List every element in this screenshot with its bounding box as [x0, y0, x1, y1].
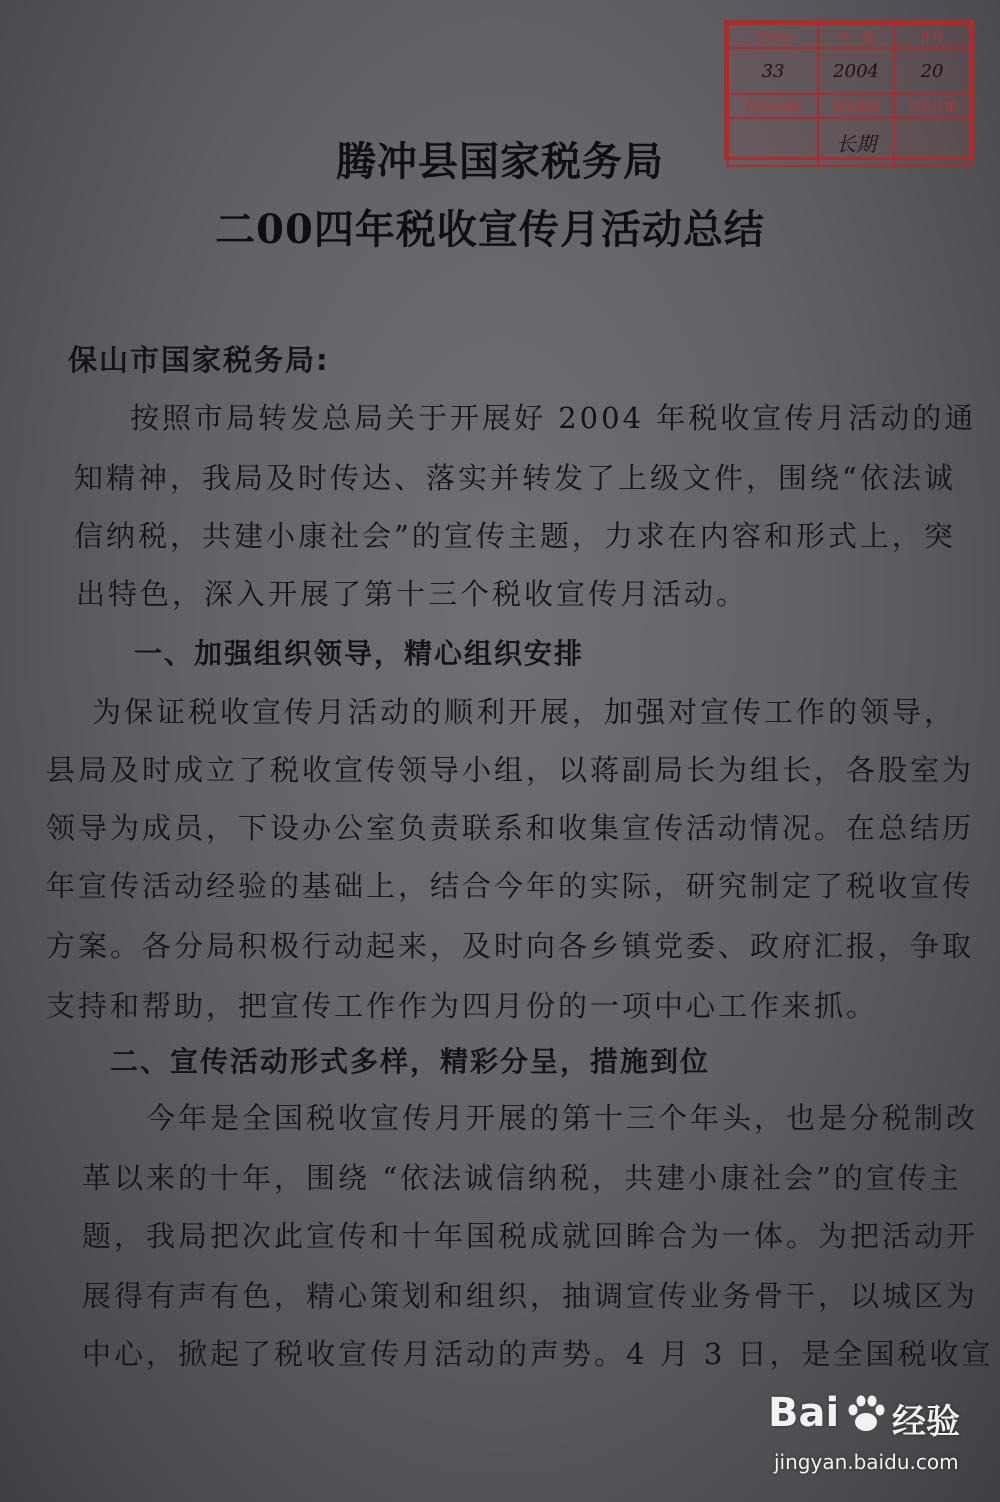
paragraph-line: 方案。各分局积极行动起来，及时向各乡镇党委、政府汇报，争取	[46, 929, 975, 963]
paragraph-line: 领导为成员，下设办公室负责联系和收集宣传活动情况。在总结历	[46, 811, 975, 845]
baidu-watermark	[768, 1390, 968, 1490]
watermark-logo-text: Bai	[768, 1390, 840, 1436]
section-heading-1: 一、加强组织领导，精心组织安排	[134, 637, 585, 670]
paragraph-line: 出特色，深入开展了第十三个税收宣传月活动。	[76, 577, 749, 611]
paragraph-line: 题，我局把次此宣传和十年国税成就回眸合为一体。为把活动开	[82, 1219, 979, 1253]
stamp-header-date: 归档日期	[894, 94, 970, 118]
salutation: 保山市国家税务局:	[68, 343, 330, 377]
stamp-value-item: 20	[894, 48, 970, 94]
paragraph-line: 支持和帮助，把宣传工作作为四月份的一项中心工作来抓。	[46, 989, 879, 1023]
document-subtitle: 二00四年税收宣传月活动总结	[215, 206, 765, 253]
paragraph-line: 年宣传活动经验的基础上，结合今年的实际，研究制定了税收宣传	[46, 869, 975, 903]
paragraph-line: 信纳税，共建小康社会”的宣传主题，力求在内容和形式上，突	[74, 519, 956, 553]
stamp-header-retention: 保管期限	[818, 94, 894, 118]
stamp-value-fonds: 33	[728, 48, 818, 94]
watermark-url: jingyan.baidu.com	[774, 1450, 959, 1474]
watermark-cn-text: 经验	[892, 1402, 960, 1442]
stamp-header-fonds: 全宗号	[728, 24, 818, 48]
stamp-value-year: 2004	[818, 48, 894, 94]
paragraph-line: 展得有声有色，精心策划和组织，抽调宣传业务骨干，以城区为	[82, 1279, 979, 1313]
stamp-value-retention: 长期	[818, 118, 894, 166]
document-title: 腾冲县国家税务局	[336, 138, 664, 185]
paragraph-line: 革以来的十年，围绕 “依法诚信纳税，共建小康社会”的宣传主	[82, 1161, 962, 1195]
paragraph-line: 县局及时成立了税收宣传领导小组，以蒋副局长为组长，各股室为	[46, 753, 975, 787]
paw-icon	[844, 1392, 888, 1436]
stamp-header-year: 年 度	[818, 24, 894, 48]
paragraph-line: 今年是全国税收宣传月开展的第十三个年头，也是分税制改	[146, 1101, 979, 1135]
stamp-header-org: 机构(问题)	[728, 94, 818, 118]
section-heading-2: 二、宣传活动形式多样，精彩分呈，措施到位	[110, 1045, 711, 1078]
paragraph-line: 知精神，我局及时传达、落实并转发了上级文件，围绕“依法诚	[74, 461, 956, 495]
paragraph-line: 按照市局转发总局关于开展好 2004 年税收宣传月活动的通	[130, 401, 977, 435]
paragraph-line: 中心，掀起了税收宣传月活动的声势。4 月 3 日，是全国税收宣	[82, 1337, 994, 1371]
paragraph-line: 为保证税收宣传月活动的顺利开展，加强对宣传工作的领导，	[92, 695, 957, 729]
stamp-header-item: 件号	[894, 24, 970, 48]
